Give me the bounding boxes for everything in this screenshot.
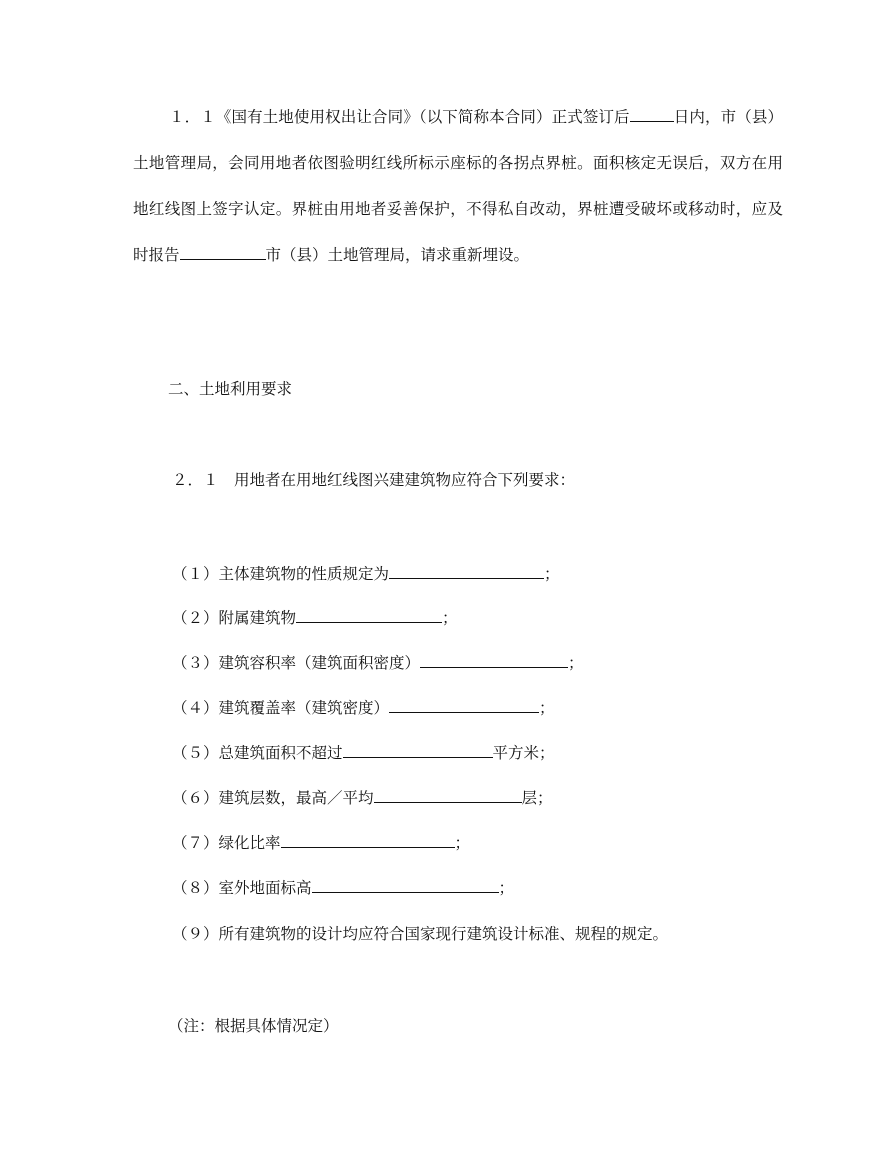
requirement-item-4 — [172, 695, 555, 720]
requirement-item-label: （５）总建筑面积不超过 — [172, 744, 343, 762]
clause-1-1-text-middle: 日内，市（县）土地管理局，会同用地者依图验明红线所标示座标的各拐点界桩。面积核定无误后，双方在用地红线图上签字认定。界桩由用地者妥善保护，不得私自改动，界桩遭受破坏或移动时，应及时报告 — [133, 108, 783, 264]
requirement-item-suffix: ； — [544, 565, 560, 583]
fill-blank — [389, 561, 544, 579]
requirement-item-label: （４）建筑覆盖率（建筑密度） — [172, 699, 390, 717]
fill-blank — [281, 830, 455, 848]
fill-blank — [420, 650, 568, 668]
requirement-item-label: （６）建筑层数，最高／平均 — [172, 789, 374, 807]
requirement-item-suffix: ； — [454, 834, 471, 852]
requirement-item-1 — [172, 561, 560, 586]
clause-2-1-text: ２．１ 用地者在用地红线图兴建建筑物应符合下列要求： — [172, 471, 576, 489]
clause-1-1-text-start: １．１《国有土地使用权出让合同》（以下简称本合同）正式签订后 — [169, 108, 630, 126]
requirement-item-suffix: ； — [539, 699, 555, 717]
requirement-item-suffix: ； — [498, 879, 515, 897]
requirement-item-label: （８）室外地面标高 — [172, 879, 312, 897]
days-blank — [630, 104, 674, 122]
requirement-item-suffix: ； — [568, 654, 584, 672]
section-2-heading: 二、土地利用要求 — [168, 380, 293, 398]
requirement-item-suffix: 平方米； — [492, 744, 555, 762]
requirement-item-6 — [172, 785, 553, 810]
fill-blank — [312, 875, 499, 893]
requirement-item-5 — [172, 740, 555, 765]
requirement-item-suffix: ； — [442, 609, 458, 627]
requirement-item-8 — [172, 875, 514, 900]
requirement-item-label: （１）主体建筑物的性质规定为 — [172, 565, 390, 583]
report-city-blank — [180, 242, 266, 260]
requirement-item-7 — [172, 830, 470, 855]
fill-blank — [374, 785, 522, 803]
requirement-item-suffix: 层； — [521, 789, 553, 807]
requirement-item-label: （２）附属建筑物 — [172, 609, 297, 627]
requirement-item-label: （３）建筑容积率（建筑面积密度） — [172, 654, 421, 672]
requirement-item-label: （９）所有建筑物的设计均应符合国家现行建筑设计标准、规程的规定。 — [172, 925, 669, 943]
requirement-item-2 — [172, 605, 458, 630]
requirement-item-label: （７）绿化比率 — [172, 834, 281, 852]
requirement-item-3 — [172, 650, 584, 675]
fill-blank — [343, 740, 493, 758]
fill-blank — [296, 605, 442, 623]
requirement-item-9 — [172, 922, 668, 946]
clause-1-1-text-end: 市（县）土地管理局，请求重新埋设。 — [265, 246, 530, 264]
note-text: （注：根据具体情况定） — [168, 1017, 339, 1035]
clause-1-1-paragraph — [133, 94, 783, 278]
fill-blank — [389, 695, 539, 713]
